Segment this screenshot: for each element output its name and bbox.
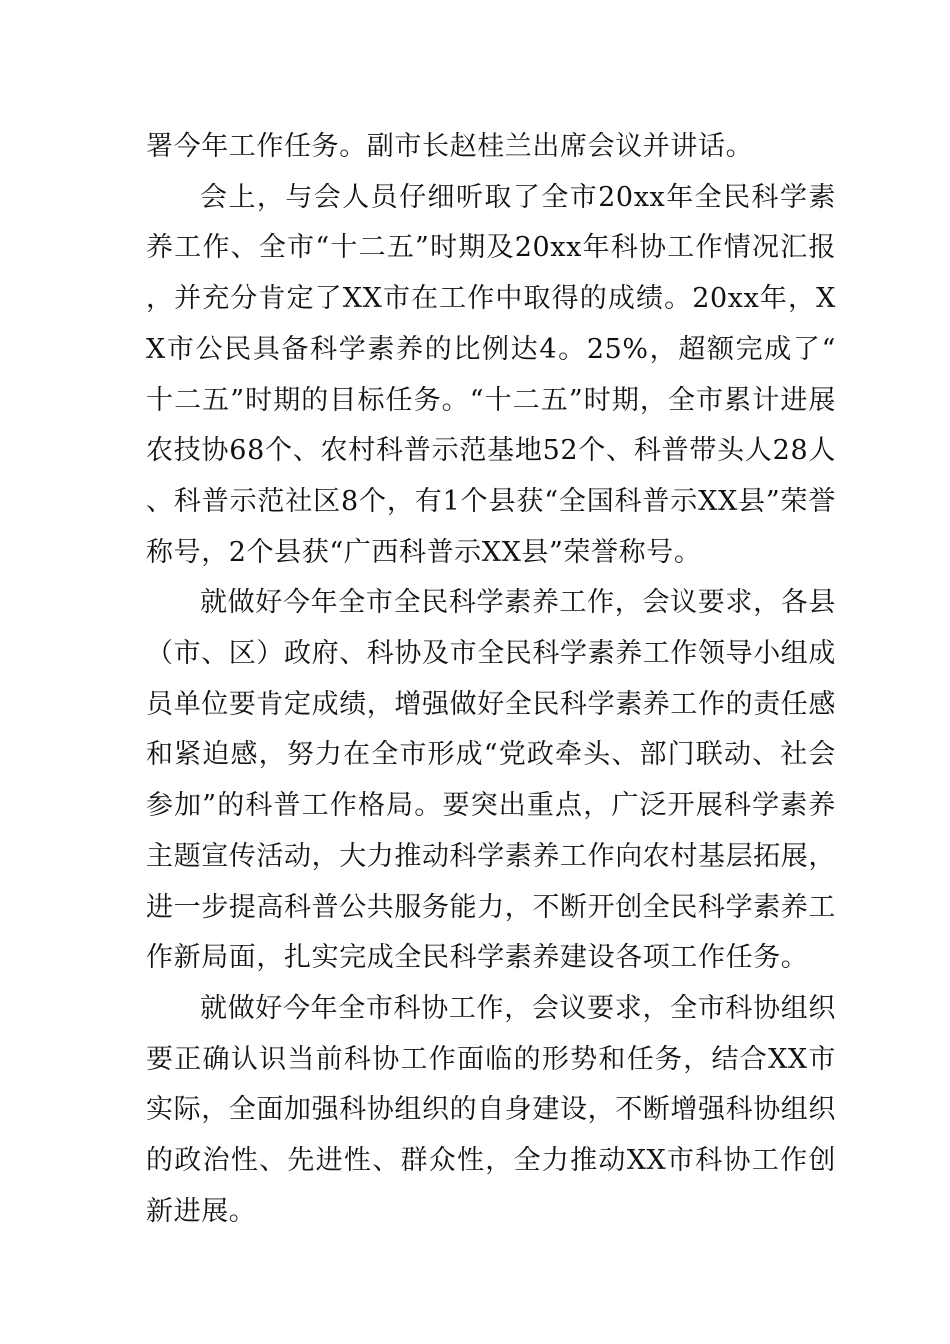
document-body (146, 122, 836, 1237)
paragraph-3: 就做好今年全市全民科学素养工作，会议要求，各县（市、区）政府、科协及市全民科学素养工作领导小组成员单位要肯定成绩，增强做好全民科学素养工作的责任感和紧迫感，努力在全市形成“党政牵头、部门联动、社会参加”的科普工作格局。要突出重点，广泛开展科学素养主题宣传活动，大力推动科学素养工作向农村基层拓展，进一步提高科普公共服务能力，不断开创全民科学素养工作新局面，扎实完成全民科学素养建设各项工作任务。 (146, 587, 836, 974)
paragraph-4: 就做好今年全市科协工作，会议要求，全市科协组织要正确认识当前科协工作面临的形势和任务，结合XX市实际，全面加强科协组织的自身建设，不断增强科协组织的政治性、先进性、群众性，全力推动XX市科协工作创新进展。 (146, 992, 836, 1227)
paragraph-1: 署今年工作任务。副市长赵桂兰出席会议并讲话。 (146, 131, 754, 162)
paragraph-2: 会上，与会人员仔细听取了全市20xx年全民科学素养工作、全市“十二五”时期及20xx年科协工作情况汇报，并充分肯定了XX市在工作中取得的成绩。20xx年，XX市公民具备科学素养的比例达4。25%，超额完成了“十二五”时期的目标任务。“十二五”时期，全市累计进展农技协68个、农村科普示范基地52个、科普带头人28人、科普示范社区8个，有1个县获“全国科普示XX县”荣誉称号，2个县获“广西科普示XX县”荣誉称号。 (146, 181, 836, 568)
